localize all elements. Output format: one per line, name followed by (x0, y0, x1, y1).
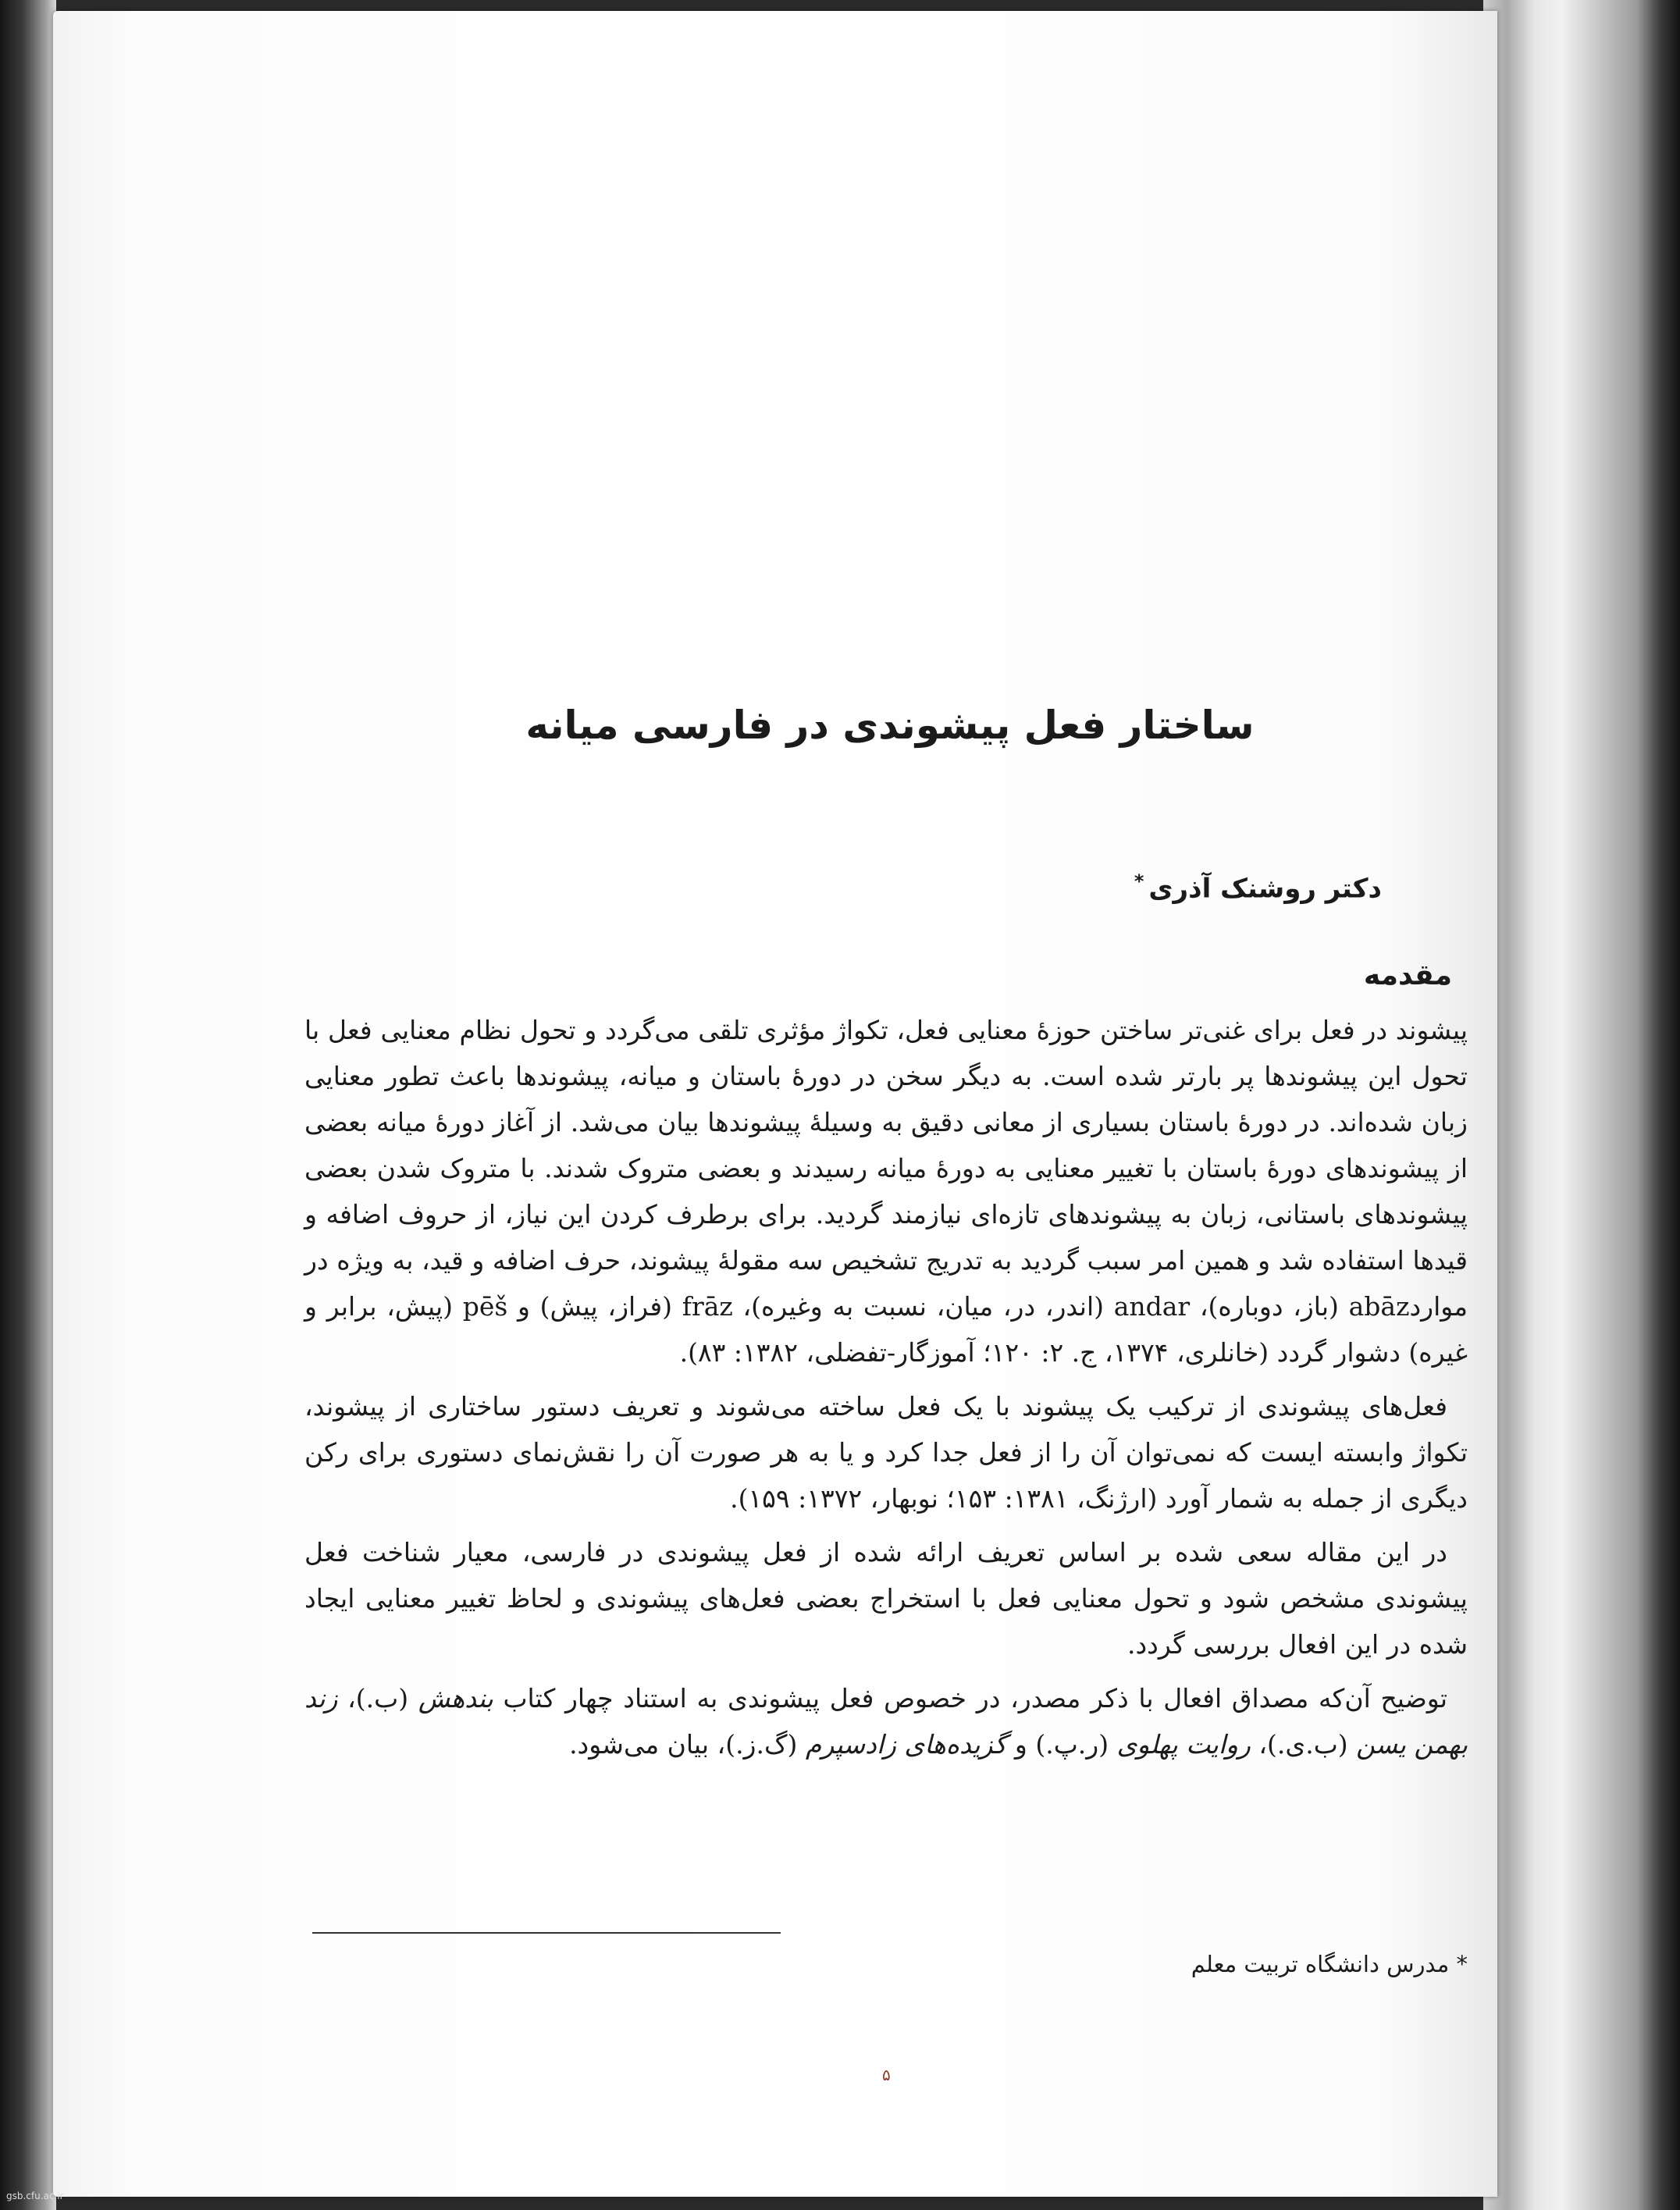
transliteration-pes: pēš (462, 1291, 508, 1322)
footnote: * مدرس دانشگاه تربیت معلم (1191, 1951, 1468, 1977)
transliteration-fraz: frāz (682, 1291, 733, 1322)
page-number-mark: ۵ (882, 2066, 891, 2084)
article-title: ساختار فعل پیشوندی در فارسی میانه (525, 703, 1255, 748)
book-gutter-right (1483, 0, 1680, 2210)
footnote-divider (312, 1932, 781, 1934)
transliteration-andar: andar (1113, 1291, 1191, 1322)
page-sheet (53, 11, 1497, 2197)
author-name: دکتر روشنک آذری (1148, 873, 1382, 905)
book-title-zand-bahman-yasn: زند بهمن یسن (304, 1683, 1468, 1760)
book-title-revayat-pahlavi: روایت پهلوی (1116, 1729, 1251, 1760)
section-heading-introduction: مقدمه (1363, 959, 1452, 991)
paragraph-1: پیشوند در فعل برای غنی‌تر ساختن حوزهٔ معنایی فعل، تکواژ مؤثری تلقی می‌گردد و تحول نظام معنایی فعل با تحول این پیشوندها پر بارتر شده است. به دیگر سخن در دورهٔ باستان و میانه، پیشوندها باعث تطور معنایی زبان شده‌اند. در دورهٔ باستان بسیاری از معانی دقیق به وسیلهٔ پیشوندها بیان می‌شد. از آغاز دورهٔ میانه بعضی از پیشوندهای دورهٔ باستان با تغییر معنایی به دورهٔ میانه رسیدند و بعضی متروک شدند. با متروک شدن بعضی پیشوندهای باستانی، زبان به پیشوندهای تازه‌ای نیازمند گردید. برای برطرف کردن این نیاز، از حروف اضافه و قیدها استفاده شد و همین امر سبب گردید به تدریج تشخیص سه مقولهٔ پیشوند، حرف اضافه و قید، به ویژه در مواردabāz (باز، دوباره)، andar (اندر، در، میان، نسبت به وغیره)، frāz (فراز، پیش) و pēš (پیش، برابر و غیره) دشوار گردد (خانلری، ۱۳۷۴، ج. ۲: ۱۲۰؛ آموزگار-تفضلی، ۱۳۸۲: ۸۳). (304, 1015, 1468, 1368)
book-title-bundahish: بندهش (418, 1683, 493, 1714)
page-content (304, 11, 1475, 2197)
paragraph-3: در این مقاله سعی شده بر اساس تعریف ارائه شده از فعل پیشوندی در فارسی، معیار شناخت فعل پیشوندی مشخص شود و تحول معنایی فعل با استخراج بعضی فعل‌های پیشوندی و لحاظ تغییر معنایی ایجاد شده در این افعال بررسی گردد. (304, 1537, 1468, 1660)
author-footnote-mark: * (1134, 870, 1144, 892)
book-title-zadsparam: گزیده‌های زادسپرم (805, 1729, 1007, 1760)
site-watermark: gsb.cfu.ac.ir (6, 2190, 64, 2201)
book-edge-left (0, 0, 56, 2210)
paragraph-2: فعل‌های پیشوندی از ترکیب یک پیشوند با یک فعل ساخته می‌شوند و تعریف دستور ساختاری از پیشوند، تکواژ وابسته ایست که نمی‌توان آن را از فعل جدا کرد و یا به هر صورت آن را نقش‌نمای دستوری برای رکن دیگری از جمله به شمار آورد (ارژنگ، ۱۳۸۱: ۱۵۳؛ نوبهار، ۱۳۷۲: ۱۵۹). (304, 1391, 1468, 1514)
article-body (304, 1007, 1468, 1775)
paragraph-4: توضیح آن‌که مصداق افعال با ذکر مصدر، در خصوص فعل پیشوندی به استناد چهار کتاب بندهش (ب.)، زند بهمن یسن (ب.ی.)، روایت پهلوی (ر.پ.) و گزیده‌های زادسپرم (گ.ز.)، بیان می‌شود. (304, 1683, 1468, 1760)
author-line (1134, 862, 1382, 908)
transliteration-abaz: abāz (1348, 1291, 1410, 1322)
